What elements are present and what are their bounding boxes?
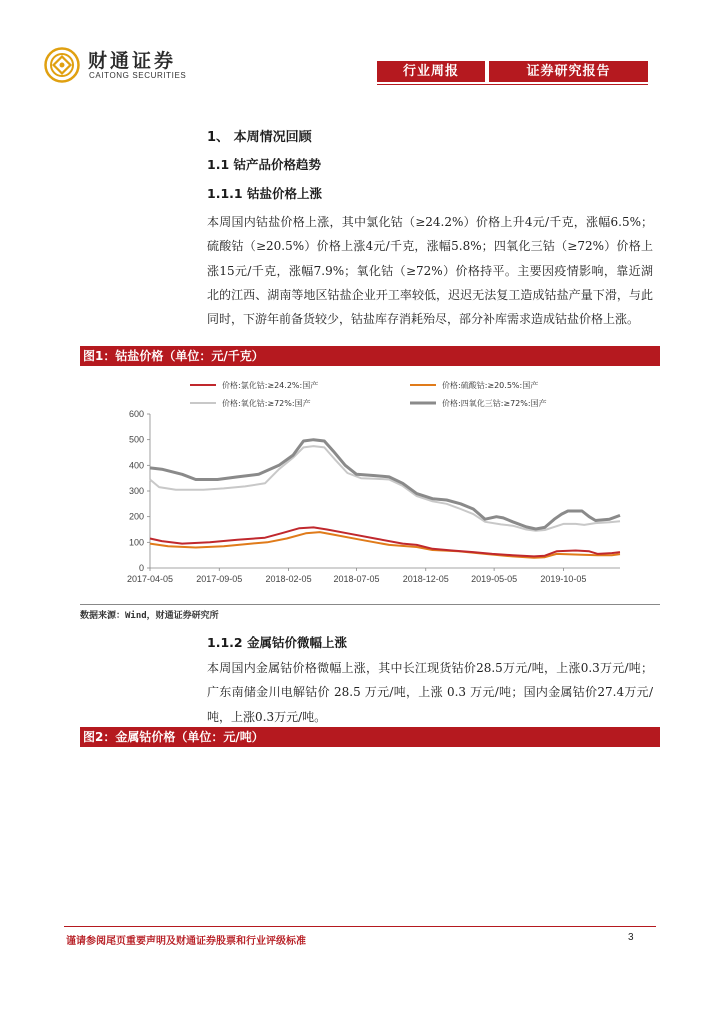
x-tick-label: 2017-09-05 (196, 574, 243, 584)
footer-disclaimer: 谨请参阅尾页重要声明及财通证券股票和行业评级标准 (66, 936, 306, 947)
y-tick-label: 100 (128, 537, 144, 548)
figure-2-title: 图2：金属钴价格（单位：元/吨） (80, 727, 660, 747)
subsubsection-heading-cobalt-salt: 1.1.1 钴盐价格上涨 (207, 186, 322, 201)
series-line-1 (150, 527, 620, 556)
x-tick-label: 2018-12-05 (402, 574, 449, 584)
y-tick-label: 500 (128, 434, 144, 445)
series-line-4 (150, 440, 620, 529)
x-tick-label: 2019-05-05 (471, 574, 518, 584)
x-tick-label: 2018-07-05 (333, 574, 380, 584)
legend-label: 价格:四氧化三钴:≥72%:国产 (442, 399, 547, 408)
subsection-heading: 1.1 钴产品价格趋势 (207, 157, 321, 172)
header-divider (377, 84, 648, 85)
figure-1-title: 图1：钴盐价格（单位：元/千克） (80, 346, 660, 366)
series-line-3 (150, 446, 620, 531)
page-number: 3 (628, 932, 634, 943)
legend-label: 价格:硫酸钴:≥20.5%:国产 (442, 381, 539, 390)
y-tick-label: 300 (128, 486, 144, 496)
section-heading: 1、 本周情况回顾 (207, 130, 312, 145)
x-tick-label: 2019-10-05 (540, 574, 587, 584)
paragraph-cobalt-salt: 本周国内钴盐价格上涨，其中氯化钴（≥24.2%）价格上升4元/千克，涨幅6.5%；硫酸钴（≥20.5%）价格上涨4元/千克，涨幅5.8%；四氧化三钴（≥72%）价格上涨15元/千克，涨幅7.9%；氧化钴（≥72%）价格持平。主要因疫情影响，靠近湖北的江西、湖南等地区钴盐企业开工率较低，迟迟无法复工造成钴盐产量下滑，与此同时，下游年前备货较少，钴盐库存消耗殆尽，部分补库需求造成钴盐价格上涨。 (207, 215, 653, 327)
x-tick-label: 2017-04-05 (126, 574, 174, 584)
caitong-logo-icon (44, 47, 80, 83)
x-tick-label: 2018-02-05 (265, 574, 312, 584)
footer-divider (64, 926, 656, 927)
report-category-tab: 证券研究报告 (489, 61, 648, 82)
brand-name-cn: 财通证券 (88, 50, 177, 72)
y-tick-label: 200 (128, 511, 144, 522)
subsubsection-heading-metal-cobalt: 1.1.2 金属钴价微幅上涨 (207, 635, 347, 650)
paragraph-metal-cobalt: 本周国内金属钴价格微幅上涨，其中长江现货钴价28.5万元/吨，上涨0.3万元/吨；广东南储金川电解钴价 28.5 万元/吨，上涨 0.3 万元/吨；国内金属钴价27.4万元/吨，上涨0.3万元/吨。 (207, 661, 653, 724)
brand-name-en: CAITONG SECURITIES (89, 71, 187, 80)
legend-label: 价格:氧化钴:≥72%:国产 (222, 399, 311, 408)
report-type-tab: 行业周报 (377, 61, 485, 82)
legend-label: 价格:氯化钴:≥24.2%:国产 (222, 381, 319, 390)
cobalt-salt-price-chart (80, 371, 660, 603)
y-tick-label: 600 (128, 409, 144, 419)
chart-legend (190, 380, 547, 408)
y-tick-label: 400 (128, 460, 144, 471)
y-tick-label: 0 (138, 563, 144, 573)
data-source: 数据来源：Wind，财通证券研究所 (80, 611, 219, 621)
figure-rule (80, 604, 660, 605)
chart-series (150, 440, 620, 558)
